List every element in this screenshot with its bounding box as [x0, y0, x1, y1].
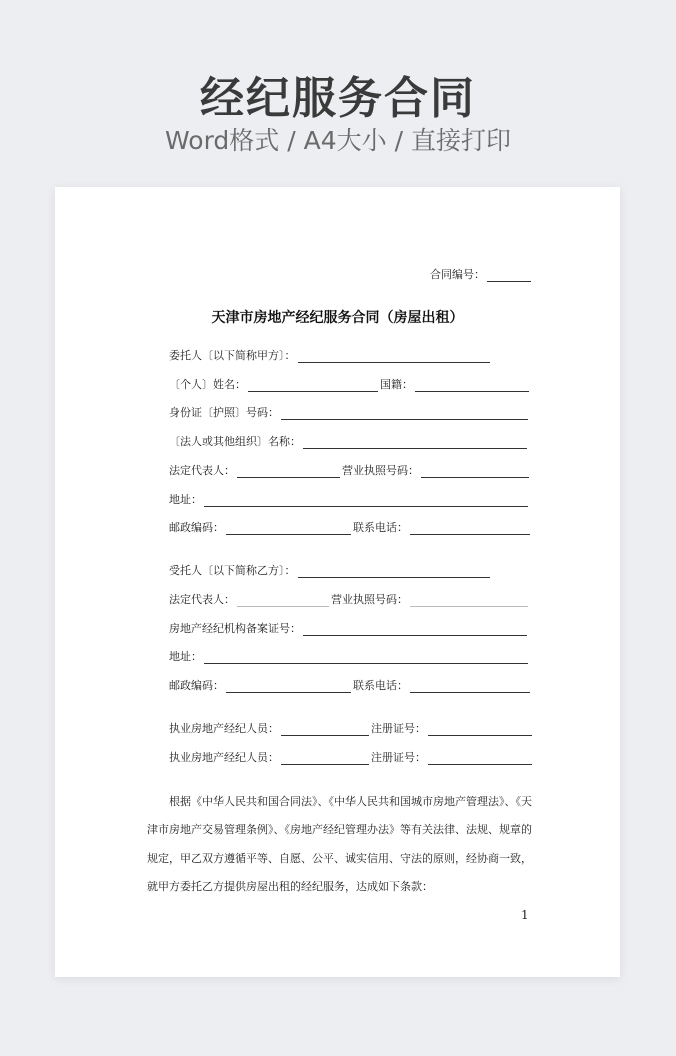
- party-b-license-blank: [410, 594, 528, 607]
- cert-label: 注册证号：: [371, 751, 426, 764]
- preamble-line: 津市房地产交易管理条例》、《房地产经纪管理办法》等有关法律、法规、规章的: [147, 823, 532, 836]
- party-b-license-label: 营业执照号码：: [331, 593, 408, 606]
- party-b-phone-blank: [410, 680, 530, 693]
- phone-label: 联系电话：: [353, 521, 408, 534]
- document-title: 天津市房地产经纪服务合同（房屋出租）: [211, 310, 464, 326]
- party-b-legal-rep-label: 法定代表人：: [169, 593, 235, 606]
- agent-blank: [281, 752, 369, 765]
- filing-number-label: 房地产经纪机构备案证号：: [169, 622, 301, 635]
- postcode-blank: [226, 522, 351, 535]
- phone-blank: [410, 522, 530, 535]
- id-number-label: 身份证〔护照〕号码：: [169, 406, 279, 419]
- party-b-agent-blank: [298, 565, 490, 578]
- party-a-address-row: [169, 493, 530, 507]
- contract-number-label: 合同编号：: [430, 268, 485, 281]
- address-blank: [204, 494, 528, 507]
- party-b-agent-label: 受托人〔以下简称乙方〕：: [169, 564, 296, 577]
- party-b-legal-row: [169, 593, 530, 607]
- legal-rep-label: 法定代表人：: [169, 464, 235, 477]
- org-name-label: 〔法人或其他组织〕名称：: [169, 435, 301, 448]
- cert-blank: [428, 752, 532, 765]
- agent-row: [169, 751, 534, 765]
- contract-number-blank: [487, 269, 531, 282]
- party-b-address-label: 地址：: [169, 650, 202, 663]
- agent-label: 执业房地产经纪人员：: [169, 751, 279, 764]
- preamble-line: 就甲方委托乙方提供房屋出租的经纪服务，达成如下条款：: [147, 880, 433, 893]
- party-a-individual-row: [169, 378, 531, 392]
- nationality-blank: [415, 379, 529, 392]
- agent-row: [169, 722, 534, 736]
- document-page: [55, 187, 620, 977]
- party-b-filing-row: [169, 622, 529, 636]
- party-b-address-row: [169, 650, 530, 664]
- individual-name-label: 〔个人〕姓名：: [169, 378, 246, 391]
- page-number: 1: [521, 908, 529, 922]
- party-a-org-row: [169, 435, 529, 449]
- party-b-contact-row: [169, 679, 532, 693]
- agent-blank: [281, 723, 369, 736]
- party-a-client-blank: [298, 350, 490, 363]
- party-a-client-label: 委托人〔以下简称甲方〕：: [169, 349, 296, 362]
- individual-name-blank: [248, 379, 378, 392]
- postcode-label: 邮政编码：: [169, 521, 224, 534]
- party-b-postcode-blank: [226, 680, 351, 693]
- legal-rep-blank: [237, 465, 340, 478]
- id-number-blank: [281, 407, 528, 420]
- license-blank: [421, 465, 529, 478]
- party-b-postcode-label: 邮政编码：: [169, 679, 224, 692]
- cert-blank: [428, 723, 532, 736]
- contract-number-row: [430, 268, 533, 282]
- org-name-blank: [303, 436, 527, 449]
- filing-number-blank: [303, 623, 527, 636]
- party-a-legal-row: [169, 464, 531, 478]
- party-a-client-row: [169, 349, 492, 363]
- banner-subtitle: Word格式 / A4大小 / 直接打印: [165, 126, 511, 155]
- agent-label: 执业房地产经纪人员：: [169, 722, 279, 735]
- party-b-legal-rep-blank: [237, 594, 329, 607]
- nationality-label: 国籍：: [380, 378, 413, 391]
- party-b-agent-row: [169, 564, 492, 578]
- preamble-line: 规定，甲乙双方遵循平等、自愿、公平、诚实信用、守法的原则，经协商一致，: [147, 852, 532, 865]
- party-b-address-blank: [204, 651, 528, 664]
- party-b-phone-label: 联系电话：: [353, 679, 408, 692]
- cert-label: 注册证号：: [371, 722, 426, 735]
- party-a-id-row: [169, 406, 530, 420]
- banner-title: 经纪服务合同: [200, 73, 476, 124]
- license-label: 营业执照号码：: [342, 464, 419, 477]
- party-a-contact-row: [169, 521, 532, 535]
- address-label: 地址：: [169, 493, 202, 506]
- preamble-line: 根据《中华人民共和国合同法》、《中华人民共和国城市房地产管理法》、《天: [169, 795, 532, 808]
